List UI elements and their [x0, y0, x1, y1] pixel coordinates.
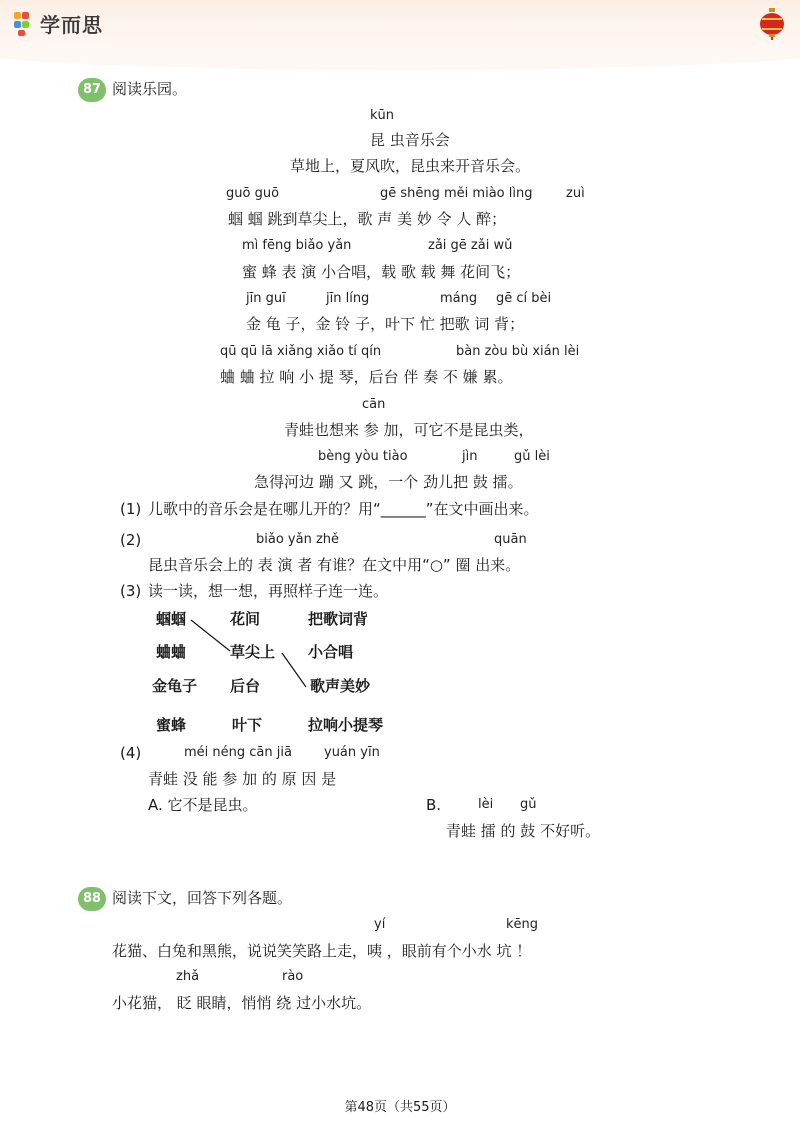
xueersi-logo-icon [14, 10, 36, 36]
sub-question-3: 读一读，想一想，再照样子连一连。 [148, 582, 389, 600]
match-col2-item[interactable]: 花间 [230, 610, 261, 628]
header-decoration [0, 30, 800, 70]
sub-question-4-label: (4) [120, 744, 142, 762]
page-header [0, 0, 800, 52]
sub-question-1-text: 儿歌中的音乐会是在哪儿开的？用“ [148, 500, 381, 518]
match-col1-item[interactable]: 金龟子 [152, 677, 198, 695]
brand-name: 学而思 [40, 12, 103, 37]
lantern-icon [758, 8, 786, 40]
poem-line-2-pinyin-c: zuì [566, 186, 585, 201]
sub-question-2-pinyin-b: quān [494, 532, 527, 547]
sub-question-2: 昆虫音乐会上的 表 演 者 有谁？在文中用“○” 圈 出来。 [148, 556, 521, 574]
match-col1-item[interactable]: 蛐蛐 [156, 643, 187, 661]
sub-question-2-label: (2) [120, 531, 142, 549]
sub-question-4: 青蛙 没 能 参 加 的 原 因 是 [148, 770, 337, 788]
answer-blank[interactable]: ______ [380, 500, 426, 518]
option-b-pinyin-a: lèi [478, 797, 494, 812]
match-col3-item[interactable]: 小合唱 [308, 643, 354, 661]
poem-line-7: 急得河边 蹦 又 跳，一个 劲儿把 鼓 擂。 [254, 473, 523, 491]
question-number-badge: 88 [78, 887, 106, 911]
poem-line-7-pinyin-c: gǔ lèi [514, 449, 550, 464]
poem-line-4-pinyin-b: jīn líng [326, 291, 370, 306]
sub-question-1-tail: ”在文中画出来。 [425, 500, 539, 518]
question-number-badge: 87 [78, 78, 106, 102]
poem-title: 昆 虫音乐会 [370, 131, 450, 149]
poem-line-4-pinyin-a: jīn guī [246, 291, 286, 306]
question-title: 阅读乐园。 [112, 80, 188, 98]
poem-line-5-pinyin-a: qū qū lā xiǎng xiǎo tí qín [220, 344, 382, 359]
brand-logo [14, 8, 103, 38]
option-a[interactable]: A. 它不是昆虫。 [148, 796, 258, 814]
sub-question-1-label: (1) [120, 500, 142, 518]
passage-line-1-pinyin-b: kēng [506, 917, 539, 932]
sub-question-4-pinyin-b: yuán yīn [324, 745, 380, 760]
poem-line-1: 草地上，夏风吹，昆虫来开音乐会。 [290, 157, 531, 175]
passage-line-2-pinyin-a: zhǎ [176, 969, 200, 984]
match-col3-item[interactable]: 歌声美妙 [310, 677, 371, 695]
match-col2-item[interactable]: 叶下 [232, 716, 263, 734]
poem-line-2-pinyin-b: gē shēng měi miào lìng [380, 186, 533, 201]
match-col1-item[interactable]: 蜜蜂 [156, 716, 187, 734]
match-col2-item[interactable]: 后台 [230, 677, 261, 695]
poem-line-7-pinyin-a: bèng yòu tiào [318, 449, 408, 464]
match-line [191, 620, 230, 651]
option-b-text[interactable]: 青蛙 擂 的 鼓 不好听。 [446, 822, 601, 840]
poem-line-4-pinyin-c: máng [440, 291, 478, 306]
poem-line-2: 蝈 蝈 跳到草尖上，歌 声 美 妙 令 人 醉； [228, 210, 507, 228]
option-b-pinyin-b: gǔ [520, 797, 537, 812]
sub-question-2-pinyin-a: biǎo yǎn zhě [256, 532, 340, 547]
poem-line-3: 蜜 蜂 表 演 小合唱，载 歌 载 舞 花间飞； [242, 263, 521, 281]
passage-line-2: 小花猫， 眨 眼睛，悄悄 绕 过小水坑。 [112, 994, 372, 1012]
poem-line-6-pinyin: cān [362, 397, 386, 412]
poem-line-3-pinyin-a: mì fēng biǎo yǎn [242, 238, 352, 253]
poem-line-4-pinyin-d: gē cí bèi [496, 291, 552, 306]
passage-line-2-pinyin-b: rào [282, 969, 304, 984]
poem-line-4: 金 龟 子，金 铃 子，叶下 忙 把歌 词 背； [246, 315, 525, 333]
passage-line-1: 花猫、白兔和黑熊，说说笑笑路上走，咦 ，眼前有个小水 坑 ！ [112, 942, 532, 960]
sub-question-1 [148, 500, 539, 518]
sub-question-3-label: (3) [120, 582, 142, 600]
poem-line-5-pinyin-b: bàn zòu bù xián lèi [456, 344, 580, 359]
passage-line-1-pinyin-a: yí [374, 917, 386, 932]
question-title: 阅读下文，回答下列各题。 [112, 889, 293, 907]
match-line [282, 653, 306, 687]
page-number: 第48页（共55页） [344, 1100, 456, 1115]
match-col3-item[interactable]: 把歌词背 [308, 610, 369, 628]
poem-line-7-pinyin-b: jìn [462, 449, 478, 464]
option-b-label[interactable]: B. [426, 796, 442, 814]
poem-line-3-pinyin-b: zǎi gē zǎi wǔ [428, 238, 513, 253]
poem-line-5: 蛐 蛐 拉 响 小 提 琴，后台 伴 奏 不 嫌 累。 [220, 368, 513, 386]
sub-question-4-pinyin-a: méi néng cān jiā [184, 745, 292, 760]
poem-line-2-pinyin-a: guō guō [226, 186, 280, 201]
match-col2-item[interactable]: 草尖上 [230, 643, 276, 661]
match-col1-item[interactable]: 蝈蝈 [156, 610, 187, 628]
poem-line-6: 青蛙也想来 参 加，可它不是昆虫类， [284, 421, 534, 439]
poem-title-pinyin: kūn [370, 108, 395, 123]
match-col3-item[interactable]: 拉响小提琴 [308, 716, 384, 734]
